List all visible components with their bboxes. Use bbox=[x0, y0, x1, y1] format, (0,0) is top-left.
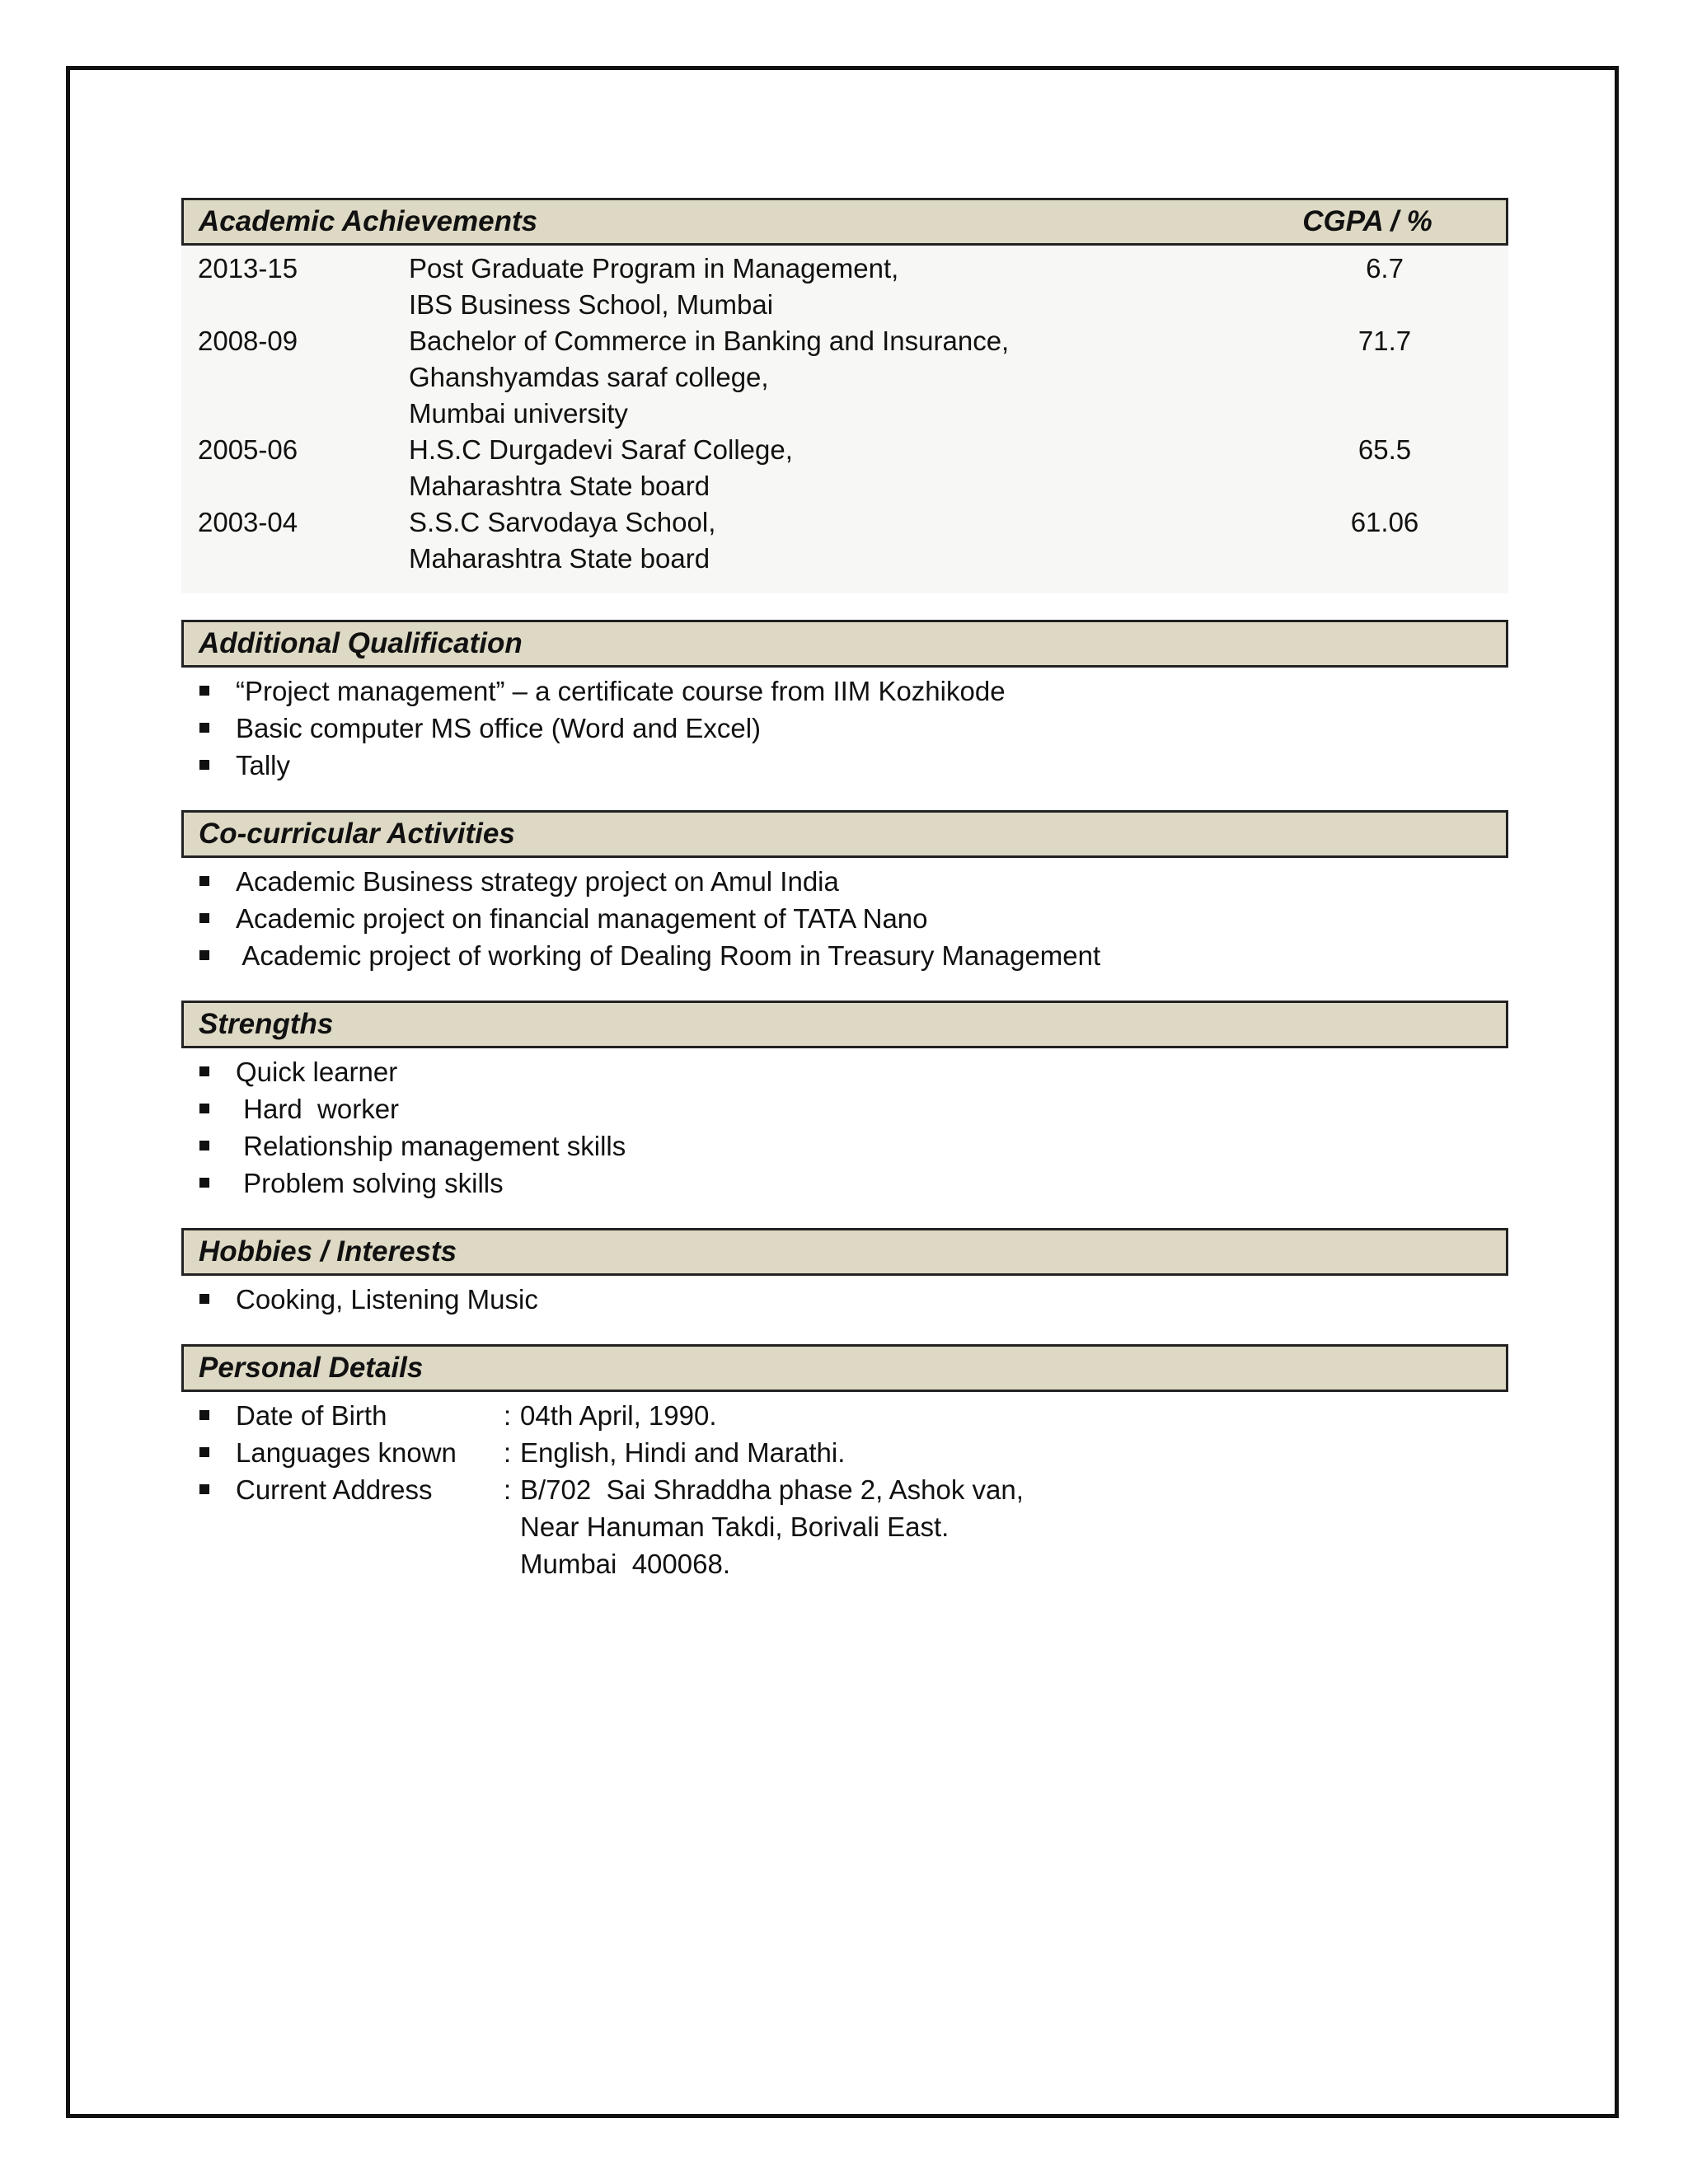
bullet-icon bbox=[199, 760, 209, 770]
list-item bbox=[181, 937, 1508, 974]
education-row bbox=[181, 432, 1508, 504]
additional-qualification-section bbox=[181, 620, 1508, 784]
strengths-section bbox=[181, 1001, 1508, 1202]
education-row bbox=[181, 251, 1508, 323]
hobbies-section bbox=[181, 1228, 1508, 1318]
hobbies-heading: Hobbies / Interests bbox=[199, 1235, 457, 1268]
additional-qualification-header bbox=[181, 620, 1508, 668]
list-item-text: Academic Business strategy project on Amul India bbox=[236, 866, 839, 897]
languages-row bbox=[181, 1434, 1508, 1471]
academic-header bbox=[181, 198, 1508, 246]
academic-heading: Academic Achievements bbox=[199, 205, 538, 237]
list-item bbox=[181, 1127, 1508, 1165]
list-item-text: Problem solving skills bbox=[236, 1168, 504, 1198]
personal-details-header bbox=[181, 1344, 1508, 1392]
dob-label: Date of Birth bbox=[236, 1400, 387, 1431]
dob-row bbox=[181, 1397, 1508, 1434]
personal-details-heading: Personal Details bbox=[199, 1352, 424, 1384]
cocurricular-heading: Co-curricular Activities bbox=[199, 818, 515, 850]
education-score: 65.5 bbox=[1357, 434, 1412, 465]
colon: : bbox=[504, 1474, 512, 1505]
languages-label: Languages known bbox=[236, 1437, 457, 1468]
list-item-text: “Project management” – a certificate course from IIM Kozhikode bbox=[236, 676, 1006, 706]
bullet-icon bbox=[199, 1294, 209, 1304]
education-year: 2008-09 bbox=[198, 326, 298, 356]
cocurricular-section bbox=[181, 810, 1508, 974]
list-item bbox=[181, 1053, 1508, 1090]
personal-details-list bbox=[181, 1397, 1508, 1582]
education-line: Post Graduate Program in Management, bbox=[409, 253, 899, 284]
bullet-icon bbox=[199, 1104, 209, 1113]
address-line: Near Hanuman Takdi, Borivali East. bbox=[520, 1511, 950, 1542]
address-value bbox=[520, 1471, 1508, 1582]
list-item-text: Academic project of working of Dealing Room in Treasury Management bbox=[236, 940, 1101, 971]
education-line: S.S.C Sarvodaya School, bbox=[409, 507, 716, 537]
education-line: H.S.C Durgadevi Saraf College, bbox=[409, 434, 793, 465]
education-description bbox=[409, 251, 1261, 323]
education-year: 2005-06 bbox=[198, 434, 298, 465]
education-score: 71.7 bbox=[1357, 326, 1412, 356]
cgpa-heading: CGPA / % bbox=[1302, 205, 1432, 237]
address-row bbox=[181, 1471, 1508, 1582]
bullet-icon bbox=[199, 1484, 209, 1494]
additional-qualification-list bbox=[181, 673, 1508, 784]
languages-value: English, Hindi and Marathi. bbox=[520, 1437, 846, 1468]
address-line: Mumbai 400068. bbox=[520, 1549, 730, 1579]
bullet-icon bbox=[199, 1141, 209, 1151]
education-year: 2003-04 bbox=[198, 507, 298, 537]
list-item-text: Relationship management skills bbox=[236, 1131, 626, 1161]
list-item bbox=[181, 673, 1508, 710]
cocurricular-list bbox=[181, 863, 1508, 974]
education-year: 2013-15 bbox=[198, 253, 298, 284]
education-description bbox=[409, 432, 1261, 504]
additional-qualification-heading: Additional Qualification bbox=[199, 627, 523, 659]
bullet-icon bbox=[199, 950, 209, 960]
dob-value: 04th April, 1990. bbox=[520, 1400, 717, 1431]
education-row bbox=[181, 504, 1508, 577]
education-line: Maharashtra State board bbox=[409, 543, 710, 574]
list-item-text: Cooking, Listening Music bbox=[236, 1284, 538, 1315]
education-description bbox=[409, 323, 1261, 432]
address-line: B/702 Sai Shraddha phase 2, Ashok van, bbox=[520, 1474, 1024, 1505]
colon: : bbox=[504, 1437, 512, 1468]
bullet-icon bbox=[199, 1066, 209, 1076]
list-item-text: Academic project on financial management of TATA Nano bbox=[236, 903, 928, 934]
bullet-icon bbox=[199, 1178, 209, 1188]
list-item bbox=[181, 747, 1508, 784]
personal-details-section bbox=[181, 1344, 1508, 1582]
cocurricular-header bbox=[181, 810, 1508, 858]
education-line: Maharashtra State board bbox=[409, 471, 710, 501]
list-item bbox=[181, 863, 1508, 900]
list-item-text: Hard worker bbox=[236, 1094, 400, 1124]
bullet-icon bbox=[199, 913, 209, 923]
education-row bbox=[181, 323, 1508, 432]
bullet-icon bbox=[199, 1410, 209, 1420]
list-item bbox=[181, 1281, 1508, 1318]
list-item-text: Tally bbox=[236, 750, 291, 780]
hobbies-header bbox=[181, 1228, 1508, 1276]
strengths-list bbox=[181, 1053, 1508, 1202]
education-line: IBS Business School, Mumbai bbox=[409, 289, 774, 320]
resume-content bbox=[181, 198, 1508, 1609]
strengths-header bbox=[181, 1001, 1508, 1048]
list-item bbox=[181, 1090, 1508, 1127]
academic-section bbox=[181, 198, 1508, 593]
hobbies-list bbox=[181, 1281, 1508, 1318]
list-item bbox=[181, 1165, 1508, 1202]
bullet-icon bbox=[199, 686, 209, 696]
bullet-icon bbox=[199, 876, 209, 886]
education-score: 61.06 bbox=[1350, 507, 1419, 537]
education-score: 6.7 bbox=[1366, 253, 1404, 284]
education-description bbox=[409, 504, 1261, 577]
list-item bbox=[181, 710, 1508, 747]
strengths-heading: Strengths bbox=[199, 1008, 334, 1040]
list-item bbox=[181, 900, 1508, 937]
colon: : bbox=[504, 1400, 512, 1431]
bullet-icon bbox=[199, 1447, 209, 1457]
address-label: Current Address bbox=[236, 1474, 433, 1505]
education-line: Bachelor of Commerce in Banking and Insurance, bbox=[409, 326, 1010, 356]
education-line: Mumbai university bbox=[409, 398, 628, 429]
education-line: Ghanshyamdas saraf college, bbox=[409, 362, 769, 392]
list-item-text: Quick learner bbox=[236, 1057, 398, 1087]
bullet-icon bbox=[199, 723, 209, 733]
list-item-text: Basic computer MS office (Word and Excel) bbox=[236, 713, 762, 743]
education-table bbox=[181, 246, 1508, 593]
